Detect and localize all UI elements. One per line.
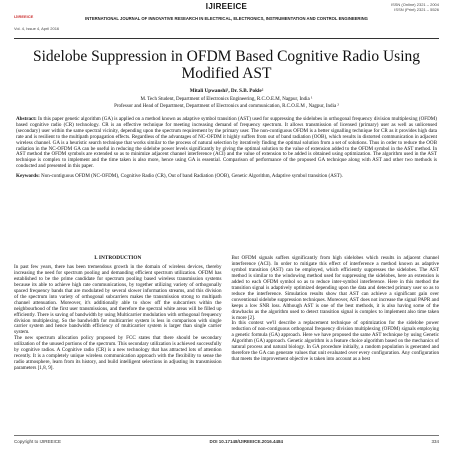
volume-issue: Vol. 4, Issue 4, April 2016 xyxy=(14,26,60,31)
paper-authors: Mitali Upwanshi¹, Dr. S.B. Pokle² xyxy=(189,88,264,94)
left-column-text: In past few years, there has been tremendous growth in the domain of wireless devices, thereby increasing the need for spectrum pooling and demanding efficient spectrum utilization. OFDM has established to be the prime candidate for spectrum pooling based wireless transmission systems because its able to achieve high rate communications, by together utilizing variety of orthogonally spaced frequency bands that are modulated by several slower information streams, and this division of the spectrum into variety of orthogonal subcarriers makes the transmission strong to multipath channel attenuation. Moreover, it's additionally able to show off the subcarriers within the neighbourhood of the first user transmissions, and therefore the spectral white areas will be filled up efficiently. There is saving of bandwidth by using Multicarrier modulation with orthogonal frequency division multiplexing. So the bandwidth for multicarrier system is less in comparison with single carrier system and hence bandwidth efficiency of multicarrier system is larger than single carrier system. The new spectrum allocation policy proposed by FCC states that there should be secondary utilization of the unused portions of the spectrum. This secondary utilization is achieved successfully by cognitive radios. A Cognitive radio (CR) is a new technology that has attracted lots of attention recently. It is a completely unique wireless communication approach with the flexibility to sense the radio atmosphere, learn from its history, and build intelligent selections in adjusting its transmission parameters [1,8, 9]. xyxy=(14,263,222,372)
keywords-text: Non-contiguous OFDM (NC-OFDM), Cognitive Radio (CR), Out of band Radiation (OOB), Genetic Algorithm, Adaptive symbol transition (AST). xyxy=(39,173,343,180)
affiliation-2: Professor and Head of Department, Department of Electronics and communication, R.C.O.E.M , Nagpur, India ² xyxy=(114,104,339,109)
page-number: 334 xyxy=(431,439,439,444)
journal-logo: IJIREEICE xyxy=(14,14,34,19)
abstract xyxy=(14,117,439,170)
right-column-text: But OFDM signals suffers significantly from high sidelobes which results in adjacent channel interference (ACI). In order to mitigate this effect of interference a method known as adaptive symbol transition (AST) can be employed, which efficiently suppresses the sidelobes. The AST method is similar to the windowing method used for suppressing the sidelobes, here an extension is added to each OFDM symbol so as to reduce inter-symbol interference. Here in this method the transition signal is adaptively optimized depending upon the data and detected primary user so as to reduce the interference. Simulation results show that AST can achieve a significant gain over conventional sidelobe suppression techniques. Moreover, AST does not increase the signal PAPR and keeps a low SNR loss. Although AST is one of the best methods, it is also having some of the drawbacks as the algorithm used to detect transition signal is complex to implement also time taken is more [2]. In this context we'll describe a replacement technique of optimization for the sidelobe power reduction of non-contiguous orthogonal frequency division multiplexing (OFDM) signals employing a genetic formula (GA) approach. Here we have proposed the same AST technique by using Genetic Algorithm (GA) approach. Genetic algorithm is a feature choice algorithm based on the mechanics of natural process and natural biology. In GA procedure initially, a random population is generated and therefore the GA can generate values that unit evaluated over every configuration. Any configuration that meets the improvement objective is taken into account as a best xyxy=(231,255,439,363)
journal-header xyxy=(14,0,439,39)
page-footer xyxy=(14,435,439,444)
affiliations xyxy=(14,96,439,110)
abstract-text: In this paper genetic algorithm (GA) is applied on a method known as adaptive symbol transition (AST) used for suppressing the sidelobes in orthogonal frequency division multiplexing (OFDM) based cognitive radio (CR) technology. CR is an effective technique for meeting increasing demand of frequency spectrum. It allows transmission of licensed (primary) user as well as unlicensed (secondary) user within the same spectral vicinity, depending upon the spectrum requirement by the primary user. The non-contiguous OFDM is a better signalling technique for CR as it provides high data rate and is resilient to the multipath propagation effects. Regardless of the advantages of NC-OFDM it highly suffers from out of band radiation (OOB), which results in distorted communication in adjacent wireless channel. GA is a heuristic search technique that works similar to the process of natural selection by iteratively finding the optimal solution from a set of solutions. Thus in order to reduce the OOB radiation in the NC-OFDM GA can be useful in reducing the sidelobe power levels significantly by giving the optimal solution to the value of extension added to the OFDM symbol in the AST method. In AST method the OFDM symbols are extended so as to minimize adjacent channel interference (ACI) and the value of extension to be added is obtained using optimization. The algorithm used in the AST technique is complex to implement and the time taken is also more, hence using GA is essential. Comparison of performance of the proposed GA technique along with AST and other two methods is conducted and presented in this paper. xyxy=(16,116,437,170)
abstract-label: Abstract: xyxy=(16,116,37,122)
paper-title: Sidelobe Suppression in OFDM Based Cognitive Radio Using Modified AST xyxy=(32,48,421,82)
right-column xyxy=(232,256,440,372)
issn-online: ISSN (Online) 2321 – 2004 xyxy=(390,2,439,7)
issn-block xyxy=(391,2,439,12)
footer-copyright: Copyright to IJIREEICE xyxy=(14,439,62,444)
journal-short-title: IJIREEICE xyxy=(205,2,248,11)
keywords-label: Keywords: xyxy=(16,173,40,180)
left-column xyxy=(14,256,222,372)
section-heading-introduction: I. INTRODUCTION xyxy=(94,255,142,261)
affiliation-1: M. Tech Student, Department of Electronics Engineering, R.C.O.E.M, Nagpur, India ¹ xyxy=(140,97,313,102)
issn-print: ISSN (Print) 2321 – 5526 xyxy=(394,7,439,12)
keywords xyxy=(14,174,439,180)
body-columns xyxy=(14,256,439,372)
footer-doi: DOI 10.17148/IJIREEICE.2016.4484 xyxy=(209,439,284,444)
journal-full-title: INTERNATIONAL JOURNAL OF INNOVATIVE RESEARCH IN ELECTRICAL, ELECTRONICS, INSTRUMENTATION AND CONTROL ENGINEERING xyxy=(85,16,368,21)
